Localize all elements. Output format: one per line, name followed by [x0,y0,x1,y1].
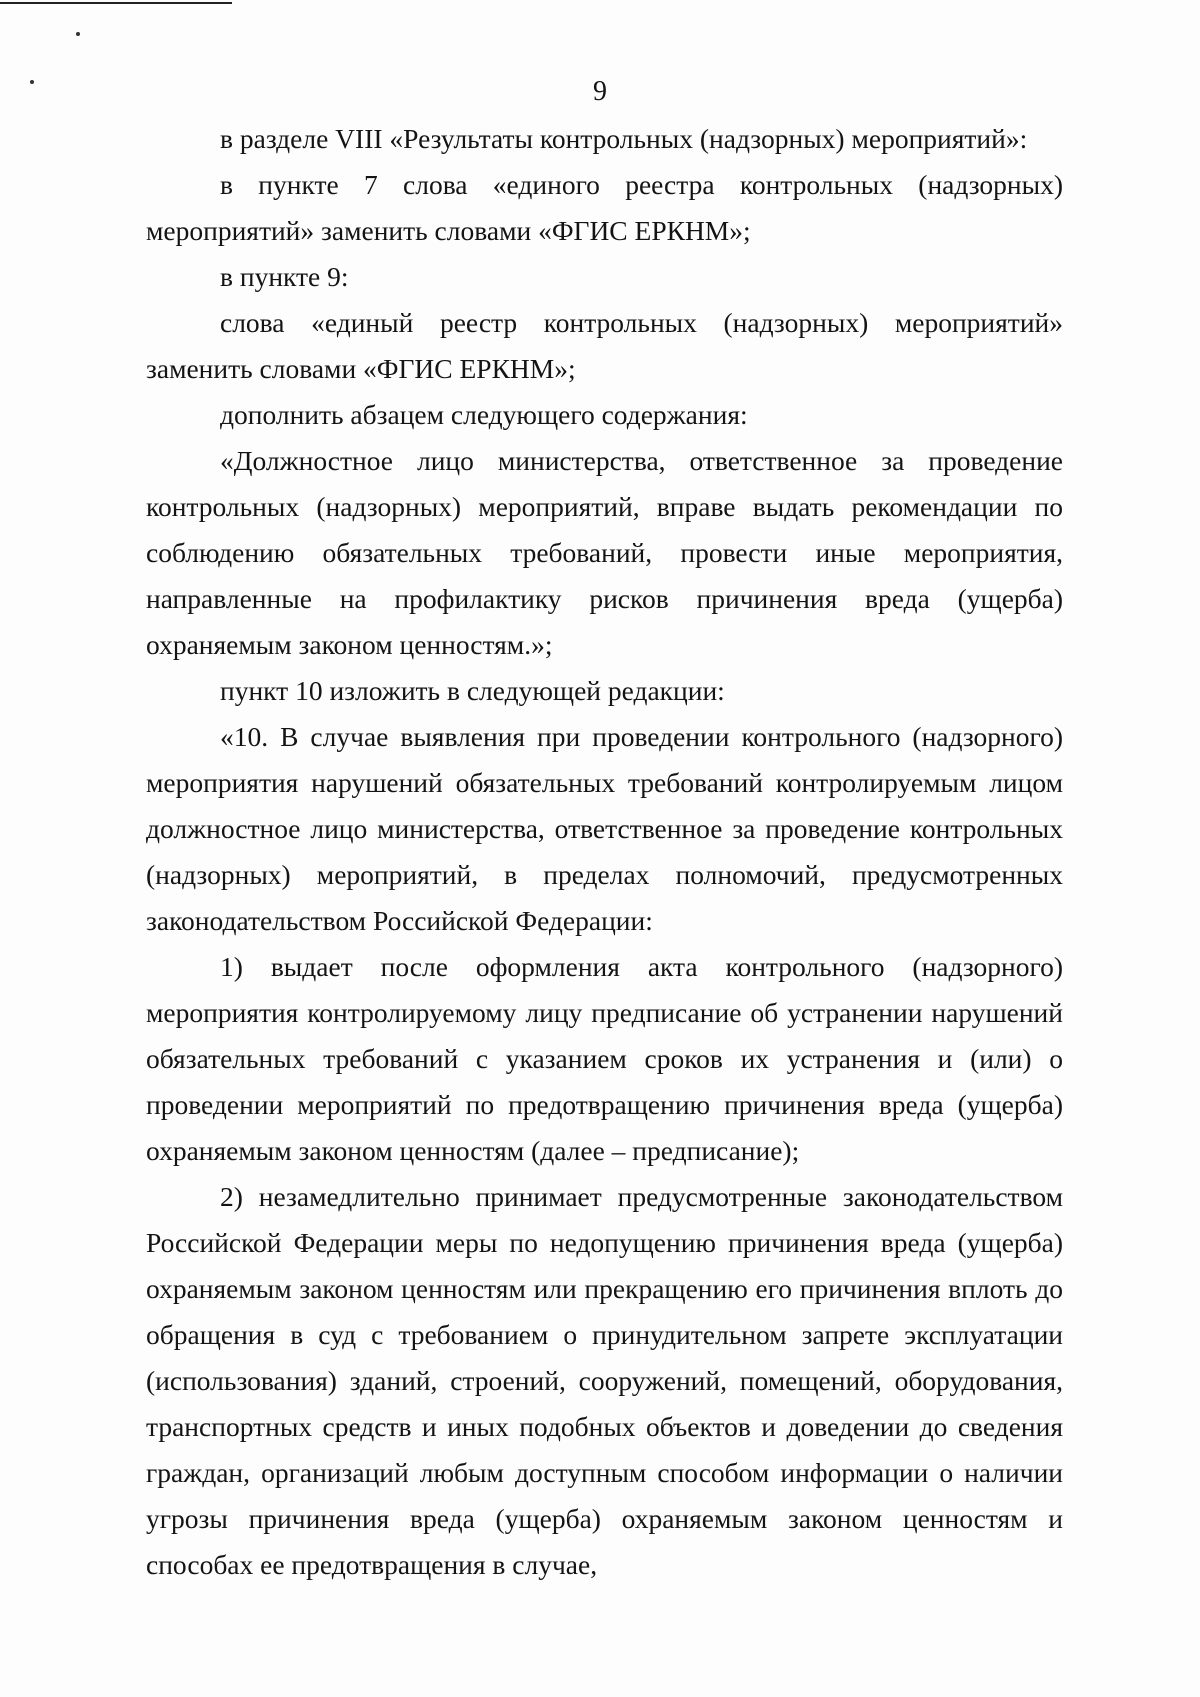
paragraph-point-7: в пункте 7 слова «единого реестра контрольных (надзорных) мероприятий» заменить словами «ФГИС ЕРКНМ»; [146,169,1063,246]
paragraph-replace-words: слова «единый реестр контрольных (надзорных) мероприятий» заменить словами «ФГИС ЕРКНМ»; [146,307,1063,384]
scan-speck [76,32,80,36]
paragraph-point-9: в пункте 9: [220,261,349,292]
paragraph-official-recommendations: «Должностное лицо министерства, ответственное за проведение контрольных (надзорных) мероприятий, вправе выдать рекомендации по соблюдению обязательных требований, провести иные мероприятия, направленные на профилактику рисков причинения вреда (ущерба) охраняемым законом ценностям.»; [146,445,1063,660]
paragraph-point-10-intro: пункт 10 изложить в следующей редакции: [220,675,725,706]
scan-edge-line [0,2,232,4]
page-number: 9 [593,76,607,107]
paragraph-section-viii: в разделе VIII «Результаты контрольных (надзорных) мероприятий»: [220,123,1028,154]
paragraph-point-10-text: «10. В случае выявления при проведении контрольного (надзорного) мероприятия нарушений обязательных требований контролируемым лицом должностное лицо министерства, ответственное за проведение контрольных (надзорных) мероприятий, в пределах полномочий, предусмотренных законодательством Российской Федерации: [146,721,1063,936]
document-body [146,116,1063,1588]
paragraph-add-clause: дополнить абзацем следующего содержания: [220,399,748,430]
paragraph-item-2: 2) незамедлительно принимает предусмотренные законодательством Российской Федерации меры по недопущению причинения вреда (ущерба) охраняемым законом ценностям или прекращению его причинения вплоть до обращения в суд с требованием о принудительном запрете эксплуатации (использования) зданий, строений, сооружений, помещений, оборудования, транспортных средств и иных подобных объектов и доведении до сведения граждан, организаций любым доступным способом информации о наличии угрозы причинения вреда (ущерба) охраняемым законом ценностям и способах ее предотвращения в случае, [146,1181,1063,1580]
paragraph-item-1: 1) выдает после оформления акта контрольного (надзорного) мероприятия контролируемому лицу предписание об устранении нарушений обязательных требований с указанием сроков их устранения и (или) о проведении мероприятий по предотвращению причинения вреда (ущерба) охраняемым законом ценностям (далее – предписание); [146,951,1063,1166]
